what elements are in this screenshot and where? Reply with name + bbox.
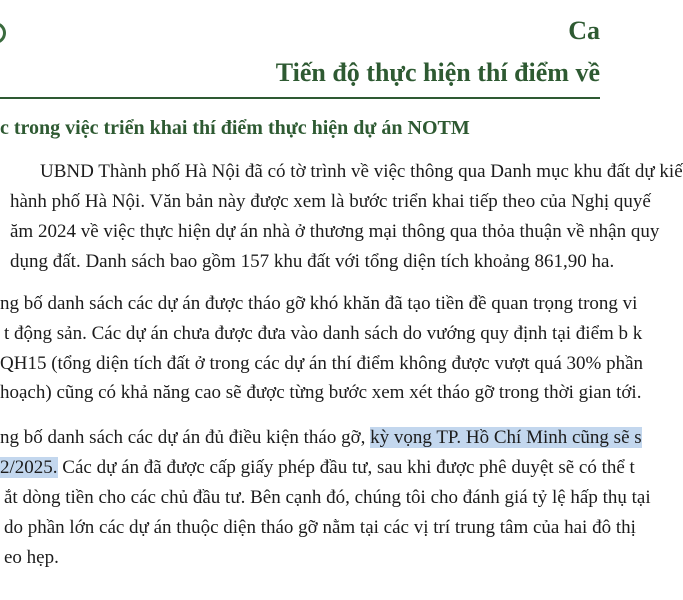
paragraph-3-line-5: eo hẹp.: [4, 547, 59, 568]
paragraph-1-line-2: hành phố Hà Nội. Văn bản này được xem là bước triển khai tiếp theo của Nghị quyế: [10, 191, 651, 212]
header-divider: [0, 97, 600, 99]
paragraph-3-line-1-text: ng bố danh sách các dự án đủ điều kiện tháo gỡ,: [0, 427, 371, 448]
paragraph-1-line-1: UBND Thành phố Hà Nội đã có tờ trình về việc thông qua Danh mục khu đất dự kiế: [40, 161, 683, 182]
paragraph-3-line-2: [0, 456, 635, 480]
paragraph-2-line-3: QH15 (tổng diện tích đất ở trong các dự án thí điểm không được vượt quá 30% phần: [0, 353, 644, 374]
highlighted-text: 2/2025.: [0, 457, 58, 478]
logo-icon: [0, 22, 6, 44]
paragraph-3-line-3: ắt dòng tiền cho các chủ đầu tư. Bên cạnh đó, chúng tôi cho đánh giá tỷ lệ hấp thụ tại: [4, 487, 651, 508]
page-title: Tiến độ thực hiện thí điểm về: [275, 58, 600, 87]
section-heading: c trong việc triển khai thí điểm thực hiện dự án NOTM: [0, 117, 470, 139]
paragraph-2-line-2: t động sản. Các dự án chưa được đưa vào danh sách do vướng quy định tại điểm b k: [4, 323, 643, 344]
highlighted-text: kỳ vọng TP. Hồ Chí Minh cũng sẽ s: [370, 427, 642, 448]
paragraph-3-line-1: [0, 426, 642, 450]
header-title-fragment: Ca: [568, 16, 600, 45]
paragraph-3-line-2-text: Các dự án đã được cấp giấy phép đầu tư, sau khi được phê duyệt sẽ có thể t: [57, 457, 635, 478]
paragraph-2-line-4: hoạch) cũng có khả năng cao sẽ được từng bước xem xét tháo gỡ trong thời gian tới.: [0, 382, 642, 403]
paragraph-2-line-1: ng bố danh sách các dự án được tháo gỡ khó khăn đã tạo tiền đề quan trọng trong vi: [0, 293, 638, 314]
paragraph-3-line-4: do phần lớn các dự án thuộc diện tháo gỡ nằm tại các vị trí trung tâm của hai đô thị: [4, 517, 636, 538]
paragraph-1-line-4: dụng đất. Danh sách bao gồm 157 khu đất với tổng diện tích khoảng 861,90 ha.: [10, 251, 615, 272]
paragraph-1-line-3: ăm 2024 về việc thực hiện dự án nhà ở thương mại thông qua thỏa thuận về nhận quy: [10, 221, 660, 242]
